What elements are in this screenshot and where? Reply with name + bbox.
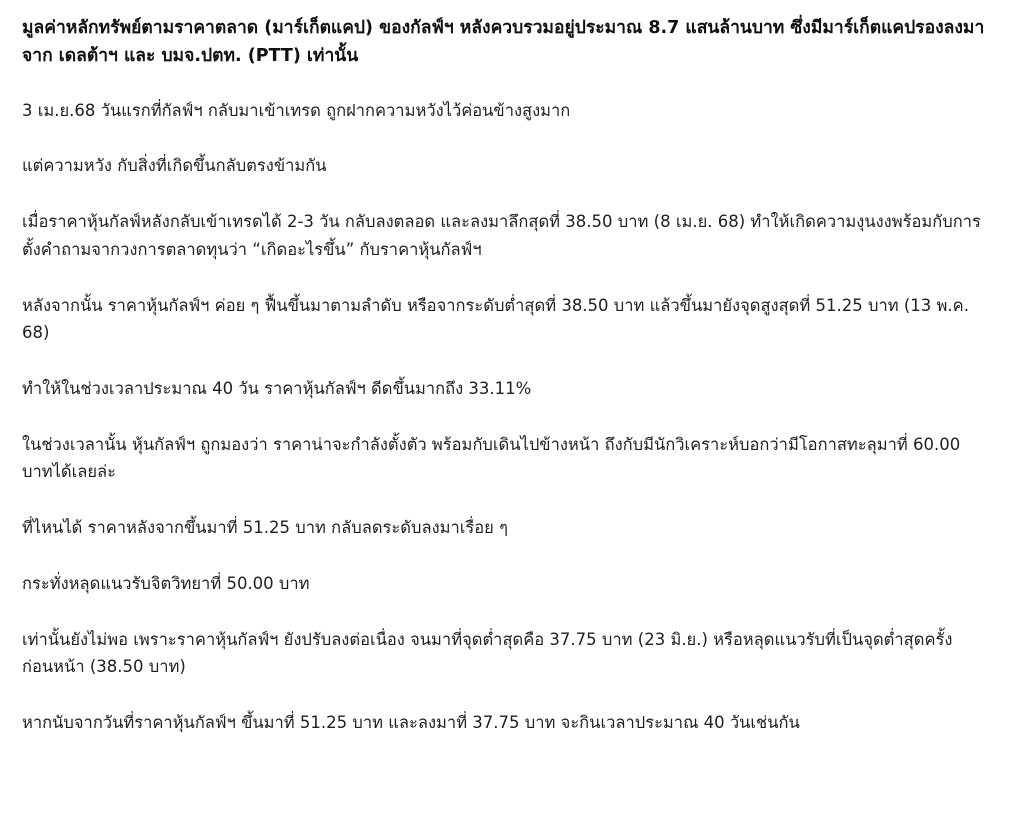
article-paragraph: กระทั่งหลุดแนวรับจิตวิทยาที่ 50.00 บาท [22,573,310,593]
article-lead-paragraph: มูลค่าหลักทรัพย์ตามราคาตลาด (มาร์เก็ตแคป) ของกัลฟ์ฯ หลังควบรวมอยู่ประมาณ 8.7 แสนล้านบาท ซึ่งมีมาร์เก็ตแคปรองลงมาจาก เดลต้าฯ และ บมจ.ปตท. (PTT) เท่านั้น [22,18,985,67]
article-paragraph: ทำให้ในช่วงเวลาประมาณ 40 วัน ราคาหุ้นกัลฟ์ฯ ดีดขึ้นมากถึง 33.11% [22,379,532,398]
article-paragraph: เท่านั้นยังไม่พอ เพราะราคาหุ้นกัลฟ์ฯ ยังปรับลงต่อเนื่อง จนมาที่จุดต่ำสุดคือ 37.75 บาท (23 มิ.ย.) หรือหลุดแนวรับที่เป็นจุดต่ำสุดครั้งก่อนหน้า (38.50 บาท) [22,629,953,677]
article-paragraph: เมื่อราคาหุ้นกัลฟ์หลังกลับเข้าเทรดได้ 2-3 วัน กลับลงตลอด และลงมาลึกสุดที่ 38.50 บาท (8 เม.ย. 68) ทำให้เกิดความงุนงงพร้อมกับการตั้งคำถามจากวงการตลาดทุนว่า “เกิดอะไรขึ้น” กับราคาหุ้นกัลฟ์ฯ [22,212,981,259]
article-paragraph: 3 เม.ย.68 วันแรกที่กัลฟ์ฯ กลับมาเข้าเทรด ถูกฝากความหวังไว้ค่อนข้างสูงมาก [22,100,571,120]
article-paragraph: แต่ความหวัง กับสิ่งที่เกิดขึ้นกลับตรงข้ามกัน [22,156,327,176]
article-paragraph: ในช่วงเวลานั้น หุ้นกัลฟ์ฯ ถูกมองว่า ราคาน่าจะกำลังตั้งตัว พร้อมกับเดินไปข้างหน้า ถึงกับมีนักวิเคราะห์บอกว่ามีโอกาสทะลุมาที่ 60.00 บาทได้เลยล่ะ [22,434,961,482]
article-paragraph: หลังจากนั้น ราคาหุ้นกัลฟ์ฯ ค่อย ๆ ฟื้นขึ้นมาตามลำดับ หรือจากระดับต่ำสุดที่ 38.50 บาท แล้วขึ้นมายังจุดสูงสุดที่ 51.25 บาท (13 พ.ค. 68) [22,295,969,343]
article-paragraph: ที่ไหนได้ ราคาหลังจากขึ้นมาที่ 51.25 บาท กลับลดระดับลงมาเรื่อย ๆ [22,518,508,538]
article-paragraph: หากนับจากวันที่ราคาหุ้นกัลฟ์ฯ ขึ้นมาที่ 51.25 บาท และลงมาที่ 37.75 บาท จะกินเวลาประมาณ 40 วันเช่นกัน [22,713,800,733]
